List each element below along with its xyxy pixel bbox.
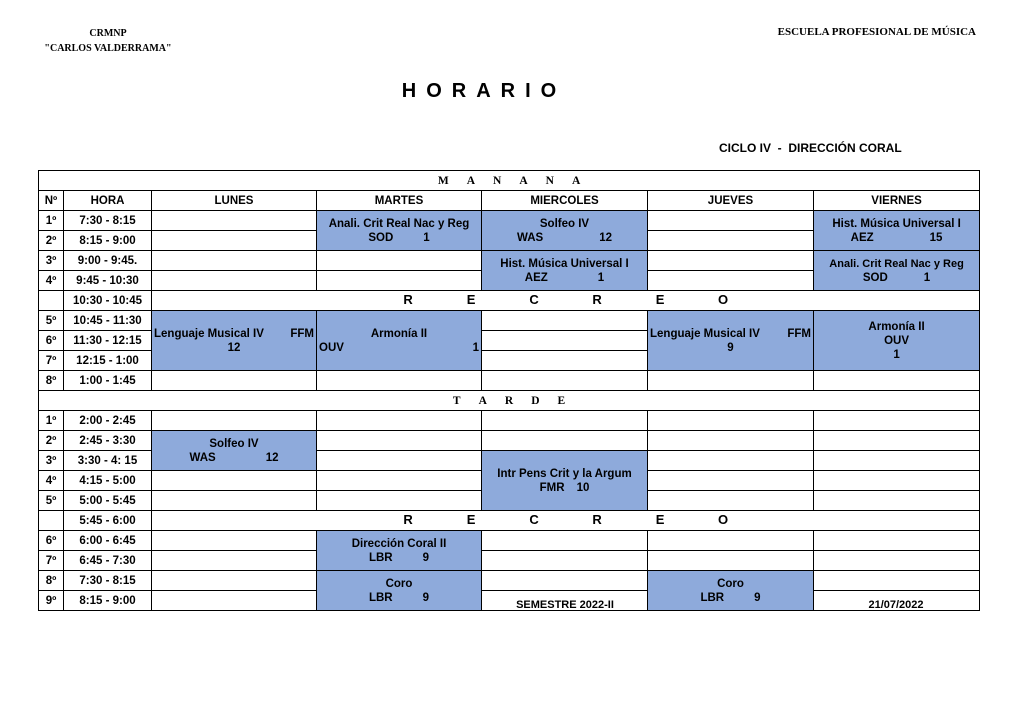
empty-cell (482, 351, 648, 371)
empty-cell (482, 411, 648, 431)
empty-cell (152, 231, 317, 251)
cycle-label: CICLO IV - DIRECCIÓN CORAL (719, 141, 902, 155)
empty-cell (648, 471, 814, 491)
row-num: 1º (39, 211, 64, 231)
course-cell: Anali. Crit Real Nac y Reg SOD 1 (814, 251, 980, 291)
empty-cell (152, 211, 317, 231)
course-cell: Armonía II OUV 1 (814, 311, 980, 371)
row-num: 7º (39, 551, 64, 571)
row-hour: 2:00 - 2:45 (64, 411, 152, 431)
row-num: 2º (39, 431, 64, 451)
empty-cell (482, 571, 648, 591)
course-cell: Armonía II OUV 1 (317, 311, 482, 371)
empty-cell (152, 531, 317, 551)
empty-cell (648, 271, 814, 291)
col-header-fri: VIERNES (814, 191, 980, 211)
course-cell: Solfeo IV WAS 12 (482, 211, 648, 251)
empty-cell (317, 411, 482, 431)
empty-cell (648, 411, 814, 431)
empty-cell (317, 271, 482, 291)
row-hour: 4:15 - 5:00 (64, 471, 152, 491)
row-hour: 7:30 - 8:15 (64, 211, 152, 231)
empty-cell (482, 311, 648, 331)
row-num: 4º (39, 471, 64, 491)
row-hour: 10:30 - 10:45 (64, 291, 152, 311)
empty-cell (152, 591, 317, 611)
empty-cell (317, 371, 482, 391)
empty-cell (648, 211, 814, 231)
course-cell: Hist. Música Universal I AEZ 15 (814, 211, 980, 251)
table-row (39, 531, 980, 551)
course-cell: Intr Pens Crit y la Argum FMR 10 (482, 451, 648, 511)
row-hour: 2:45 - 3:30 (64, 431, 152, 451)
row-num: 6º (39, 531, 64, 551)
afternoon-banner-row (39, 391, 980, 411)
recess-label: R E C R E O (152, 291, 980, 311)
table-row (39, 211, 980, 231)
morning-banner-row (39, 171, 980, 191)
empty-cell (648, 491, 814, 511)
semester-label: SEMESTRE 2022-II (516, 599, 614, 611)
row-hour: 12:15 - 1:00 (64, 351, 152, 371)
empty-cell (152, 571, 317, 591)
header-row (39, 191, 980, 211)
row-num (39, 511, 64, 531)
empty-cell (482, 551, 648, 571)
recess-row (39, 511, 980, 531)
empty-cell (814, 451, 980, 471)
col-header-hour: HORA (64, 191, 152, 211)
afternoon-banner: T A R D E (39, 391, 980, 411)
empty-cell (152, 411, 317, 431)
row-num: 1º (39, 411, 64, 431)
school-name: ESCUELA PROFESIONAL DE MÚSICA (777, 26, 976, 38)
row-hour: 5:00 - 5:45 (64, 491, 152, 511)
empty-cell (152, 251, 317, 271)
empty-cell (317, 491, 482, 511)
empty-cell (814, 571, 980, 591)
empty-cell (152, 491, 317, 511)
row-hour: 6:45 - 7:30 (64, 551, 152, 571)
table-row (39, 371, 980, 391)
empty-cell (152, 551, 317, 571)
row-num: 6º (39, 331, 64, 351)
empty-cell (152, 371, 317, 391)
empty-cell (648, 251, 814, 271)
row-hour: 10:45 - 11:30 (64, 311, 152, 331)
course-cell: Lenguaje Musical IV FFM 9 (648, 311, 814, 371)
empty-cell (814, 411, 980, 431)
row-hour: 5:45 - 6:00 (64, 511, 152, 531)
date-label: 21/07/2022 (868, 599, 924, 611)
row-hour: 3:30 - 4: 15 (64, 451, 152, 471)
course-cell: Hist. Música Universal I AEZ 1 (482, 251, 648, 291)
empty-cell (317, 451, 482, 471)
row-hour: 9:00 - 9:45. (64, 251, 152, 271)
empty-cell (814, 491, 980, 511)
empty-cell (482, 371, 648, 391)
empty-cell (814, 551, 980, 571)
empty-cell (648, 231, 814, 251)
institution-line2: "CARLOS VALDERRAMA" (44, 43, 172, 54)
empty-cell (648, 551, 814, 571)
row-hour: 8:15 - 9:00 (64, 231, 152, 251)
row-hour: 1:00 - 1:45 (64, 371, 152, 391)
row-hour: 6:00 - 6:45 (64, 531, 152, 551)
col-header-thu: JUEVES (648, 191, 814, 211)
col-header-mon: LUNES (152, 191, 317, 211)
row-num: 5º (39, 491, 64, 511)
page-title: HORARIO (401, 80, 567, 102)
table-row (39, 251, 980, 271)
row-num: 4º (39, 271, 64, 291)
row-hour: 9:45 - 10:30 (64, 271, 152, 291)
row-num: 3º (39, 251, 64, 271)
empty-cell (152, 471, 317, 491)
course-cell: Lenguaje Musical IV FFM 12 (152, 311, 317, 371)
col-header-num: Nº (39, 191, 64, 211)
institution-line1: CRMNP (89, 28, 127, 39)
row-num: 5º (39, 311, 64, 331)
row-num: 7º (39, 351, 64, 371)
empty-cell (482, 431, 648, 451)
empty-cell (317, 251, 482, 271)
empty-cell (482, 331, 648, 351)
empty-cell (152, 271, 317, 291)
schedule-table (38, 170, 980, 611)
course-cell: Anali. Crit Real Nac y Reg SOD 1 (317, 211, 482, 251)
row-num: 3º (39, 451, 64, 471)
row-num: 9º (39, 591, 64, 611)
empty-cell (648, 371, 814, 391)
table-row (39, 311, 980, 331)
institution-name (28, 26, 188, 56)
empty-cell (648, 451, 814, 471)
row-num: 8º (39, 571, 64, 591)
table-row (39, 551, 980, 571)
course-cell: Coro LBR 9 (317, 571, 482, 611)
recess-row (39, 291, 980, 311)
col-header-wed: MIERCOLES (482, 191, 648, 211)
empty-cell (814, 371, 980, 391)
row-num: 2º (39, 231, 64, 251)
row-hour: 8:15 - 9:00 (64, 591, 152, 611)
table-row (39, 431, 980, 451)
table-row (39, 411, 980, 431)
empty-cell (482, 531, 648, 551)
row-num (39, 291, 64, 311)
row-hour: 7:30 - 8:15 (64, 571, 152, 591)
table-row (39, 571, 980, 591)
empty-cell (317, 471, 482, 491)
recess-label: R E C R E O (152, 511, 980, 531)
row-hour: 11:30 - 12:15 (64, 331, 152, 351)
row-num: 8º (39, 371, 64, 391)
course-cell: Coro LBR 9 (648, 571, 814, 611)
empty-cell (648, 531, 814, 551)
morning-banner: M A N A N A (39, 171, 980, 191)
empty-cell (814, 431, 980, 451)
col-header-tue: MARTES (317, 191, 482, 211)
empty-cell (814, 531, 980, 551)
course-cell: Solfeo IV WAS 12 (152, 431, 317, 471)
empty-cell (648, 431, 814, 451)
empty-cell (814, 471, 980, 491)
course-cell: Dirección Coral II LBR 9 (317, 531, 482, 571)
empty-cell (317, 431, 482, 451)
